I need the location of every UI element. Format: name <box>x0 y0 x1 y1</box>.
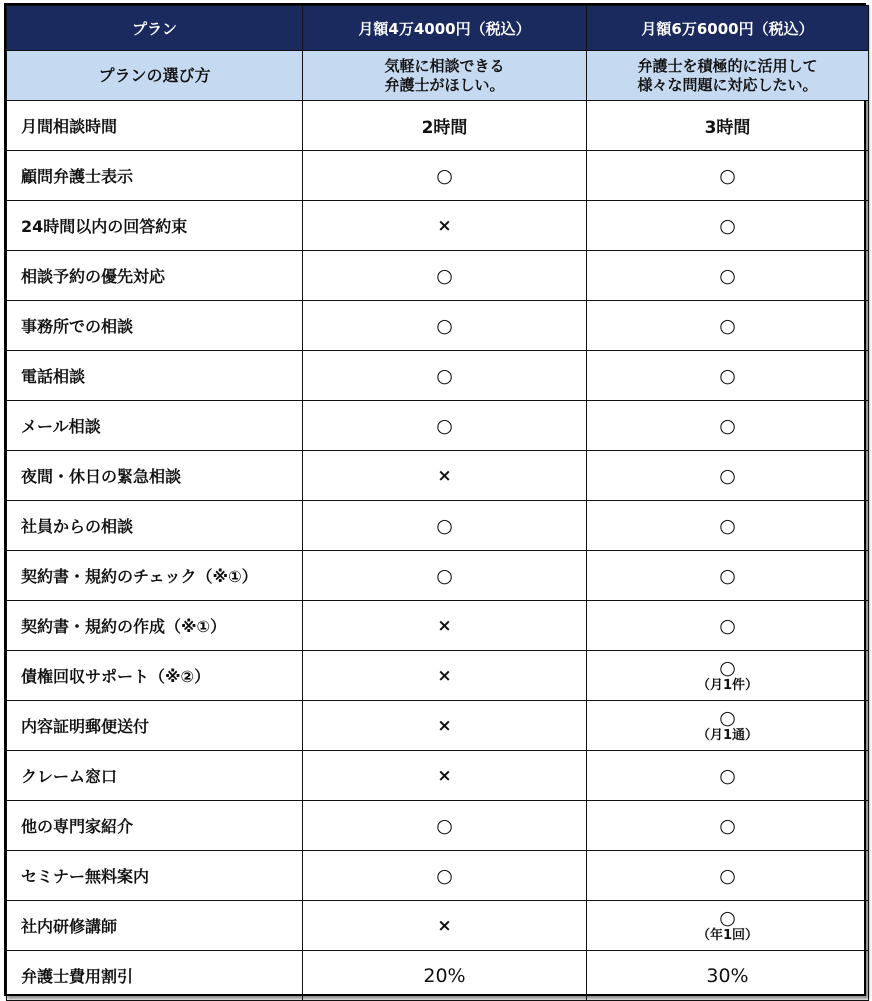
plan-premium-value: ○ <box>719 764 736 787</box>
plan-standard-value: × <box>437 765 452 786</box>
feature-label: 他の専門家紹介 <box>7 801 303 851</box>
feature-label: 契約書・規約のチェック（※①） <box>7 551 303 601</box>
plan-standard-value: ○ <box>436 864 453 887</box>
plan-selection-row <box>7 51 869 101</box>
feature-label: メール相談 <box>7 401 303 451</box>
plan-standard-value: ○ <box>436 564 453 587</box>
plan-standard-desc-line1: 気軽に相談できる <box>384 56 505 75</box>
table-header-row <box>7 6 869 51</box>
plan-standard-value-cell <box>303 501 587 551</box>
plan-standard-value-cell <box>303 701 587 751</box>
feature-label: 電話相談 <box>7 351 303 401</box>
plan-premium-value: ○ <box>719 514 736 537</box>
plan-standard-description <box>303 51 587 101</box>
table-row <box>7 851 869 901</box>
plan-premium-note: （月1通） <box>696 728 759 743</box>
plan-premium-value-cell <box>587 501 869 551</box>
plan-premium-value: ○ <box>719 564 736 587</box>
plan-premium-value: 3時間 <box>704 118 751 138</box>
plan-standard-value-cell <box>303 451 587 501</box>
plan-premium-value: ○ <box>719 414 736 437</box>
table-row <box>7 251 869 301</box>
plan-standard-value-cell <box>303 301 587 351</box>
plan-premium-value: ○ <box>719 464 736 487</box>
table-row <box>7 451 869 501</box>
plan-premium-value: ○ <box>719 314 736 337</box>
header-plan-label: プラン <box>7 6 303 51</box>
table-row <box>7 401 869 451</box>
plan-standard-value: × <box>437 215 452 236</box>
plan-standard-value: ○ <box>436 164 453 187</box>
plan-premium-value-cell <box>587 951 869 1001</box>
plan-standard-value-cell <box>303 401 587 451</box>
plan-premium-value-cell <box>587 151 869 201</box>
plan-standard-value-cell <box>303 851 587 901</box>
plan-standard-value-cell <box>303 651 587 701</box>
table-row <box>7 701 869 751</box>
table-row <box>7 901 869 951</box>
plan-premium-value-cell <box>587 651 869 701</box>
plan-premium-value-cell <box>587 451 869 501</box>
feature-label: 社員からの相談 <box>7 501 303 551</box>
plan-standard-value-cell <box>303 201 587 251</box>
plan-standard-value-cell <box>303 101 587 151</box>
plan-premium-value: ○ <box>719 814 736 837</box>
plan-premium-value-cell <box>587 751 869 801</box>
feature-label: 社内研修講師 <box>7 901 303 951</box>
plan-standard-value-cell <box>303 251 587 301</box>
table-row <box>7 651 869 701</box>
plan-premium-desc-line2: 様々な問題に対応したい。 <box>637 75 818 94</box>
plan-standard-value-cell <box>303 551 587 601</box>
plan-premium-value: 30% <box>706 964 749 987</box>
table-row <box>7 351 869 401</box>
plan-premium-value-cell <box>587 201 869 251</box>
plan-premium-value: ○ <box>719 214 736 237</box>
plan-standard-value-cell <box>303 901 587 951</box>
plan-premium-value-cell <box>587 251 869 301</box>
feature-label: 債権回収サポート（※②） <box>7 651 303 701</box>
plan-premium-value-cell <box>587 901 869 951</box>
table-row <box>7 801 869 851</box>
plan-standard-desc-line2: 弁護士がほしい。 <box>384 75 505 94</box>
feature-label: 24時間以内の回答約束 <box>7 201 303 251</box>
plan-standard-value: 2時間 <box>421 118 468 138</box>
plan-premium-value: ○ <box>719 364 736 387</box>
plan-standard-value: ○ <box>436 314 453 337</box>
feature-label: 契約書・規約の作成（※①） <box>7 601 303 651</box>
plan-standard-value: ○ <box>436 514 453 537</box>
table-row <box>7 301 869 351</box>
plan-standard-value-cell <box>303 951 587 1001</box>
table-row <box>7 151 869 201</box>
plan-standard-value-cell <box>303 801 587 851</box>
plan-premium-value-cell <box>587 351 869 401</box>
table-row <box>7 201 869 251</box>
plan-premium-value: ○ <box>719 907 736 929</box>
plan-standard-value: 20% <box>423 964 466 987</box>
plan-standard-value: × <box>437 615 452 636</box>
feature-label: 弁護士費用割引 <box>7 951 303 1001</box>
header-plan-standard-price: 月額4万4000円（税込） <box>303 6 587 51</box>
plan-premium-desc-line1: 弁護士を積極的に活用して <box>637 56 818 75</box>
plan-standard-value: × <box>437 715 452 736</box>
header-plan-premium-price: 月額6万6000円（税込） <box>587 6 869 51</box>
plan-premium-value-cell <box>587 301 869 351</box>
plan-premium-value-cell <box>587 801 869 851</box>
plan-premium-value: ○ <box>719 614 736 637</box>
feature-label: 事務所での相談 <box>7 301 303 351</box>
plan-premium-value-cell <box>587 101 869 151</box>
table-row <box>7 951 869 1001</box>
feature-label: 顧問弁護士表示 <box>7 151 303 201</box>
plan-premium-value: ○ <box>719 657 736 679</box>
plan-standard-value-cell <box>303 351 587 401</box>
plan-premium-description <box>587 51 869 101</box>
plan-standard-value: ○ <box>436 264 453 287</box>
plan-premium-value: ○ <box>719 864 736 887</box>
feature-label: 夜間・休日の緊急相談 <box>7 451 303 501</box>
plan-standard-value-cell <box>303 601 587 651</box>
plan-standard-value: ○ <box>436 414 453 437</box>
plan-premium-value-cell <box>587 701 869 751</box>
plan-premium-value-cell <box>587 601 869 651</box>
plan-premium-value: ○ <box>719 164 736 187</box>
plan-standard-value: × <box>437 465 452 486</box>
plan-premium-note: （月1件） <box>696 678 759 693</box>
plan-premium-value: ○ <box>719 264 736 287</box>
table-row <box>7 551 869 601</box>
feature-label: 相談予約の優先対応 <box>7 251 303 301</box>
feature-label: クレーム窓口 <box>7 751 303 801</box>
table-row <box>7 751 869 801</box>
plan-premium-value-cell <box>587 851 869 901</box>
table-row <box>7 601 869 651</box>
plan-comparison-table <box>6 5 869 1001</box>
table-row <box>7 101 869 151</box>
plan-standard-value: × <box>437 915 452 936</box>
feature-label: セミナー無料案内 <box>7 851 303 901</box>
plan-comparison-frame <box>4 3 866 996</box>
plan-premium-value-cell <box>587 551 869 601</box>
plan-standard-value-cell <box>303 751 587 801</box>
plan-premium-note: （年1回） <box>696 928 759 943</box>
plan-standard-value: ○ <box>436 814 453 837</box>
plan-premium-value-cell <box>587 401 869 451</box>
plan-selection-label: プランの選び方 <box>7 51 303 101</box>
plan-standard-value: × <box>437 665 452 686</box>
plan-premium-value: ○ <box>719 707 736 729</box>
plan-standard-value-cell <box>303 151 587 201</box>
feature-label: 月間相談時間 <box>7 101 303 151</box>
feature-label: 内容証明郵便送付 <box>7 701 303 751</box>
plan-standard-value: ○ <box>436 364 453 387</box>
table-row <box>7 501 869 551</box>
